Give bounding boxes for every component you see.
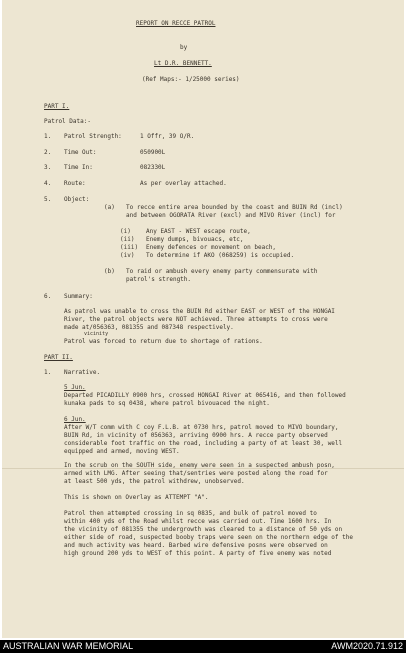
summary-num: 6.: [44, 293, 52, 300]
part-1-heading: PART I.: [44, 103, 70, 110]
patrol-data-heading: Patrol Data:-: [44, 118, 91, 125]
entry-2-line-1: After W/T comm with C coy F.L.B. at 0730 hrs, patrol moved to MIVO boundary,: [64, 424, 339, 431]
item-4-value: As per overlay attached.: [140, 180, 227, 187]
object-a-line-1: To recce entire area bounded by the coast and BUIN Rd (incl): [126, 204, 343, 211]
para-a-line-2: armed with LMG. After seeing that/sentries were posted along the road for: [64, 470, 328, 477]
narrative-num: 1.: [44, 369, 52, 376]
para-c-line-1: Patrol then attempted crossing in sq 0835, and bulk of patrol moved to: [64, 510, 317, 517]
item-5-num: 5.: [44, 196, 52, 203]
part-2-heading: PART II.: [44, 354, 73, 361]
object-a-line-2: and between OGORATA River (excl) and MIVO River (incl) for: [126, 212, 336, 219]
item-1-label: Patrol Strength:: [64, 133, 122, 140]
sub-item-2-num: (ii): [120, 236, 135, 243]
item-3-label: Time In:: [64, 164, 93, 171]
entry-2-date: 6 Jun.: [64, 416, 86, 423]
entry-2-line-3: considerable foot traffic on the road, including a party of at least 30, well: [64, 440, 343, 447]
sub-item-4-text: To determine if AKO (068259) is occupied.: [146, 252, 295, 259]
object-b-line-1: To raid or ambush every enemy party commensurate with: [126, 268, 318, 275]
sub-item-1-num: (i): [120, 228, 131, 235]
report-title: REPORT ON RECCE PATROL: [136, 20, 216, 27]
item-2-value: 050900L: [140, 149, 166, 156]
summary-line-3: made at/056363, 081355 and 087348 respectively.: [64, 324, 234, 331]
reference-maps: (Ref Maps:- 1/25000 series): [142, 76, 240, 83]
para-c-line-3: the vicinity of 081355 the undergrowth was cleared to a distance of 50 yds on: [64, 526, 343, 533]
object-b-marker: (b): [104, 268, 115, 275]
para-b: This is shown on Overlay as ATTEMPT "A".: [64, 494, 209, 501]
item-3-num: 3.: [44, 164, 52, 171]
author-name: Lt D.R. BENNETT.: [154, 60, 212, 67]
entry-1-line-1: Departed PICADILLY 0900 hrs, crossed HONGAI River at 065416, and then followed: [64, 392, 346, 399]
para-a-line-1: In the scrub on the SOUTH side, enemy were seen in a suspected ambush posn,: [64, 462, 335, 469]
entry-1-line-2: kunaka pads to sq 0438, where patrol bivouaced the night.: [64, 400, 270, 407]
narrative-label: Narrative.: [64, 369, 101, 376]
para-c-line-2: within 400 yds of the Road whilst recce was carried out. Time 1600 hrs. In: [64, 518, 332, 525]
summary-line-2: River, the patrol objects were NOT achieved. Three attempts to cross were: [64, 316, 328, 323]
item-5-label: Object:: [64, 196, 90, 203]
entry-2-line-4: equipped and armed, moving WEST.: [64, 448, 180, 455]
object-b-line-2: patrol's strength.: [126, 276, 192, 283]
sub-item-3-text: Enemy defences or movement on beach,: [146, 244, 277, 251]
para-c-line-5: and much activity was heard. Barbed wire defensive posns were observed on: [64, 542, 328, 549]
para-c-line-6: high ground 200 yds to WEST of this point. A party of five enemy was noted: [64, 550, 332, 557]
footer-institution: AUSTRALIAN WAR MEMORIAL: [3, 641, 134, 651]
summary-line-5: Patrol was forced to return due to shortage of rations.: [64, 338, 263, 345]
sub-item-2-text: Enemy dumps, bivouacs, etc,: [146, 236, 244, 243]
sub-item-3-num: (iii): [120, 244, 139, 251]
para-a-line-3: at least 500 yds, the patrol withdrew, unobserved.: [64, 478, 245, 485]
document-page: [2, 0, 404, 638]
object-a-marker: (a): [104, 204, 115, 211]
by-line: by: [180, 44, 188, 51]
summary-insertion: vicinity: [84, 331, 109, 337]
item-4-num: 4.: [44, 180, 52, 187]
item-2-label: Time Out:: [64, 149, 97, 156]
summary-label: Summary:: [64, 293, 93, 300]
para-c-line-4: either side of road, suspected booby traps were seen on the northern edge of the: [64, 534, 353, 541]
item-3-value: 082330L: [140, 164, 166, 171]
summary-line-1: As patrol was unable to cross the BUIN Rd either EAST or WEST of the HONGAI: [64, 308, 335, 315]
item-4-label: Route:: [64, 180, 86, 187]
sub-item-1-text: Any EAST - WEST escape route,: [146, 228, 251, 235]
entry-2-line-2: BUIN Rd, in vicinity of 056363, arriving 0900 hrs. A recce party observed: [64, 432, 328, 439]
footer-bar: [0, 640, 406, 653]
sub-item-4-num: (iv): [120, 252, 135, 259]
entry-1-date: 5 Jun.: [64, 384, 86, 391]
item-2-num: 2.: [44, 149, 52, 156]
footer-accession-number: AWM2020.71.912: [331, 641, 403, 651]
item-1-num: 1.: [44, 133, 52, 140]
item-1-value: 1 Offr, 39 O/R.: [140, 133, 195, 140]
